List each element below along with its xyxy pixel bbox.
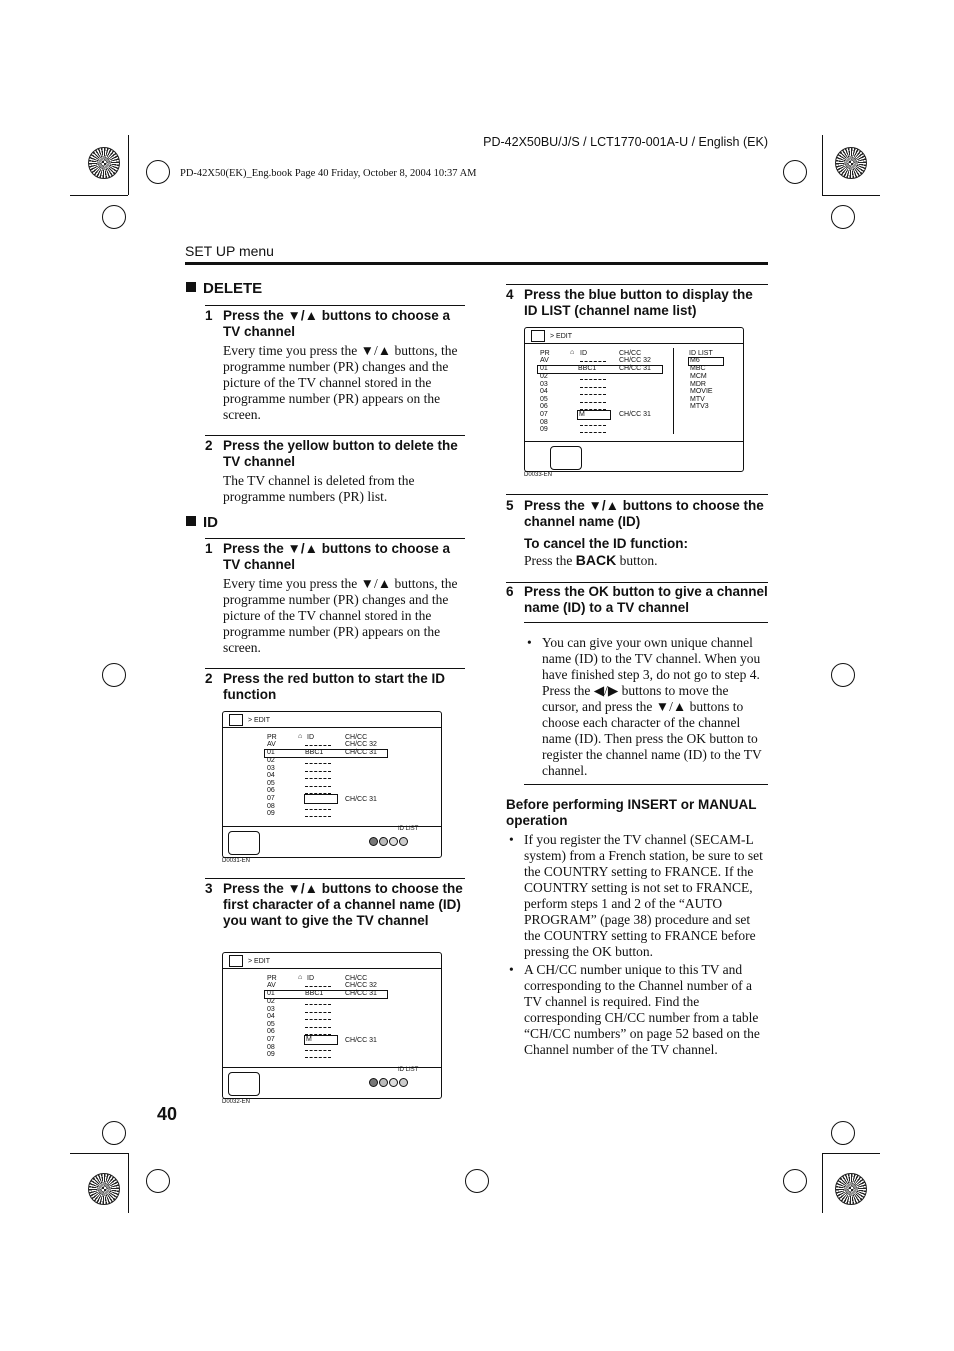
note-rule [524,784,768,785]
before-list [506,832,768,1058]
delete-step2-body: The TV channel is deleted from the programme numbers (PR) list. [223,473,415,504]
osd-dash [305,1027,331,1028]
osd-row: 08 [540,419,548,426]
id-step3-title: 3 Press the ▼/▲ buttons to choose the first character of a channel name (ID) you want to give the TV channel [205,881,463,928]
osd-dash [305,816,331,817]
osd-column-divider [673,348,674,434]
osd-channel-name: BBC1 [305,749,324,756]
registration-crosshair-icon [102,1121,126,1145]
osd-idlist-label: ID LIST [398,1067,419,1073]
document-id: PD-42X50BU/J/S / LCT1770-001A-U / English (EK) [483,135,768,149]
osd-row: 02 [540,373,548,380]
osd-edit-title: > EDIT [550,333,572,340]
registration-crosshair-icon [831,1121,855,1145]
osd-dash [580,361,606,362]
osd-row: 07 [540,411,548,418]
osd-idlist-item: MOVIE [690,388,713,395]
osd-divider [223,968,441,969]
back-key: BACK [575,552,617,568]
id-step1-title: 1 Press the ▼/▲ buttons to choose a TV channel [205,541,451,572]
step4-title: 4 Press the blue button to display the ID LIST (channel name list) [506,287,753,318]
osd-screen-edit-2 [222,952,442,1099]
osd-idlist-item: MBC [690,365,706,372]
crop-mark [70,195,128,196]
osd-chcc32: CH/CC 32 [619,357,651,364]
osd-dash [580,379,606,380]
osd-row: 05 [267,1021,275,1028]
registration-crosshair-icon [102,663,126,687]
osd-dash [305,763,331,764]
osd-row: 09 [267,810,275,817]
osd-row: 03 [540,381,548,388]
osd-row: 01 [267,749,275,756]
color-buttons-icon [368,837,408,848]
osd-row: 02 [267,998,275,1005]
osd-av-label: AV [267,741,276,748]
figure-code: D0033-EN [524,472,553,478]
osd-chcc31: CH/CC 31 [345,749,377,756]
osd-idlist-item: MDR [690,381,706,388]
osd-chcc31: CH/CC 31 [345,1037,377,1044]
osd-row: 02 [267,757,275,764]
osd-row: 09 [267,1051,275,1058]
osd-chcc31: CH/CC 31 [619,365,651,372]
step-rule [205,435,465,436]
osd-row: 08 [267,803,275,810]
osd-id-label: ID [307,734,314,741]
bullet-square-icon [186,282,196,292]
osd-pr-label: PR [267,734,277,741]
osd-edit-title: > EDIT [248,717,270,724]
header-rule [185,262,768,265]
id-step1-body: Every time you press the ▼/▲ buttons, the programme number (PR) changes and the picture of the TV channel stored in the programme number (PR) appears on the screen. [223,576,458,655]
page-number: 40 [157,1104,178,1124]
lock-icon: ⌂ [570,349,575,356]
osd-screen-idlist [524,327,744,472]
registration-crosshair-icon [783,160,807,184]
remote-pad-icon [550,446,582,470]
osd-row: 04 [267,1013,275,1020]
osd-cursor-box [304,794,338,804]
osd-dash [580,432,606,433]
osd-idlist-item: MCM [690,373,707,380]
step-rule [506,494,768,495]
step5-title: 5 Press the ▼/▲ buttons to choose the channel name (ID) [506,498,764,529]
osd-divider [525,343,743,344]
osd-chcc31: CH/CC 31 [345,796,377,803]
crop-mark [822,195,880,196]
before-title: Before performing INSERT or MANUAL operation [506,797,757,828]
osd-row: 06 [267,787,275,794]
osd-pr-label: PR [540,350,550,357]
delete-step1-title: 1 Press the ▼/▲ buttons to choose a TV channel [205,308,451,339]
delete-step2-title: 2 Press the yellow button to delete the TV channel [205,438,458,469]
note-item: • You can give your own unique channel name (ID) to the TV channel. When you have finished step 3, do not go to step 4. Press the ◀/▶ buttons to move the cursor, and press the ▼/▲ buttons to choose each character of the channel name (ID). Then press the OK button to register the channel name (ID) to the TV channel. [524,635,768,779]
osd-idlist-item: MTV3 [690,403,709,410]
osd-idlist-item: MTV [690,396,705,403]
osd-chcc-label: CH/CC [619,350,642,357]
osd-dash [305,786,331,787]
osd-idlist-label: ID LIST [398,826,419,832]
osd-id-label: ID [307,975,314,982]
osd-row: 06 [540,403,548,410]
figure-code: D0032-EN [222,1099,251,1105]
crop-mark [822,135,823,195]
registration-crosshair-icon [831,663,855,687]
osd-chcc31: CH/CC 31 [619,411,651,418]
registration-sunburst-icon [835,147,867,179]
osd-dash [305,986,331,987]
osd-av-label: AV [267,982,276,989]
registration-crosshair-icon [102,205,126,229]
step-rule [205,878,465,879]
figure-code: D0031-EN [222,858,251,864]
crop-mark [822,1153,823,1213]
osd-dash [305,1004,331,1005]
osd-row: 07 [267,795,275,802]
ok-key: OK [588,584,609,599]
osd-row: 09 [540,426,548,433]
step-rule [205,538,465,539]
osd-edit-title: > EDIT [248,958,270,965]
note-rule [524,622,768,623]
osd-row: 06 [267,1028,275,1035]
before-item: • A CH/CC number unique to this TV and corresponding to the Channel number of a TV channel is required. Find the corresponding CH/CC number from a table “CH/CC numbers” on page 52 based on the Channel number of the TV channel. [506,962,768,1058]
remote-pad-icon [228,1072,260,1096]
osd-chcc32: CH/CC 32 [345,741,377,748]
crop-mark [128,135,129,195]
registration-sunburst-icon [88,147,120,179]
osd-dash [305,1057,331,1058]
step-rule [205,668,465,669]
osd-chcc-label: CH/CC [345,975,368,982]
osd-idlist-title: ID LIST [689,350,713,357]
osd-dash [580,394,606,395]
osd-dash [305,745,331,746]
osd-row: 01 [540,365,548,372]
osd-idlist-item: M6 [690,357,700,364]
crop-mark [128,1153,129,1213]
registration-sunburst-icon [835,1173,867,1205]
registration-crosshair-icon [146,1169,170,1193]
osd-row: 03 [267,765,275,772]
osd-channel-name: BBC1 [578,365,597,372]
menu-icon [229,714,243,726]
color-buttons-icon [368,1078,408,1089]
section-label: SET UP menu [185,243,274,259]
osd-dash [305,771,331,772]
crop-mark [70,1153,128,1154]
osd-dash [580,402,606,403]
osd-row: 08 [267,1044,275,1051]
osd-row: 05 [540,396,548,403]
menu-icon [531,330,545,342]
before-item: • If you register the TV channel (SECAM-L system) from a French station, be sure to set the COUNTRY setting to FRANCE. If the COUNTRY setting is not set to FRANCE, perform steps 1 and 2 of the “AUTO PROGRAM” (page 38) procedure and set the COUNTRY setting to FRANCE before pressing the OK button. [506,832,768,960]
osd-divider [223,727,441,728]
osd-row: 07 [267,1036,275,1043]
bullet-square-icon [186,516,196,526]
lock-icon: ⌂ [298,974,303,981]
menu-icon [229,955,243,967]
osd-av-label: AV [540,357,549,364]
registration-sunburst-icon [88,1173,120,1205]
remote-pad-icon [228,831,260,855]
step-rule [205,305,465,306]
osd-dash [305,778,331,779]
osd-row: 01 [267,990,275,997]
crop-mark [822,1153,880,1154]
osd-dash [580,387,606,388]
cancel-body: Press the BACK button. [524,552,658,568]
cancel-title: To cancel the ID function: [524,536,689,551]
osd-char: M [579,411,585,418]
osd-channel-name: BBC1 [305,990,324,997]
osd-dash [580,425,606,426]
osd-chcc-label: CH/CC [345,734,368,741]
osd-dash [305,1019,331,1020]
id-step2-title: 2 Press the red button to start the ID function [205,671,446,702]
osd-dash [305,1012,331,1013]
registration-crosshair-icon [831,205,855,229]
osd-pr-label: PR [267,975,277,982]
osd-chcc31: CH/CC 31 [345,990,377,997]
registration-crosshair-icon [146,160,170,184]
osd-char: M [306,1036,312,1043]
book-info-line: PD-42X50(EK)_Eng.book Page 40 Friday, October 8, 2004 10:37 AM [180,168,477,179]
osd-id-label: ID [580,350,587,357]
registration-crosshair-icon [783,1169,807,1193]
step6-title: 6 Press the OK button to give a channel name (ID) to a TV channel [506,584,768,615]
delete-step1-body: Every time you press the ▼/▲ buttons, the programme number (PR) changes and the picture of the TV channel stored in the programme number (PR) appears on the screen. [223,343,458,422]
osd-row: 04 [540,388,548,395]
lock-icon: ⌂ [298,733,303,740]
note-list [524,635,768,779]
step-rule [506,284,768,285]
osd-divider [525,441,743,442]
step-rule [506,582,768,583]
osd-row: 03 [267,1006,275,1013]
registration-crosshair-icon [465,1169,489,1193]
osd-chcc32: CH/CC 32 [345,982,377,989]
osd-dash [305,809,331,810]
osd-screen-edit-1 [222,711,442,858]
osd-dash [305,1050,331,1051]
osd-row: 04 [267,772,275,779]
delete-heading: DELETE [186,280,262,297]
osd-row: 05 [267,780,275,787]
id-heading: ID [186,514,218,531]
